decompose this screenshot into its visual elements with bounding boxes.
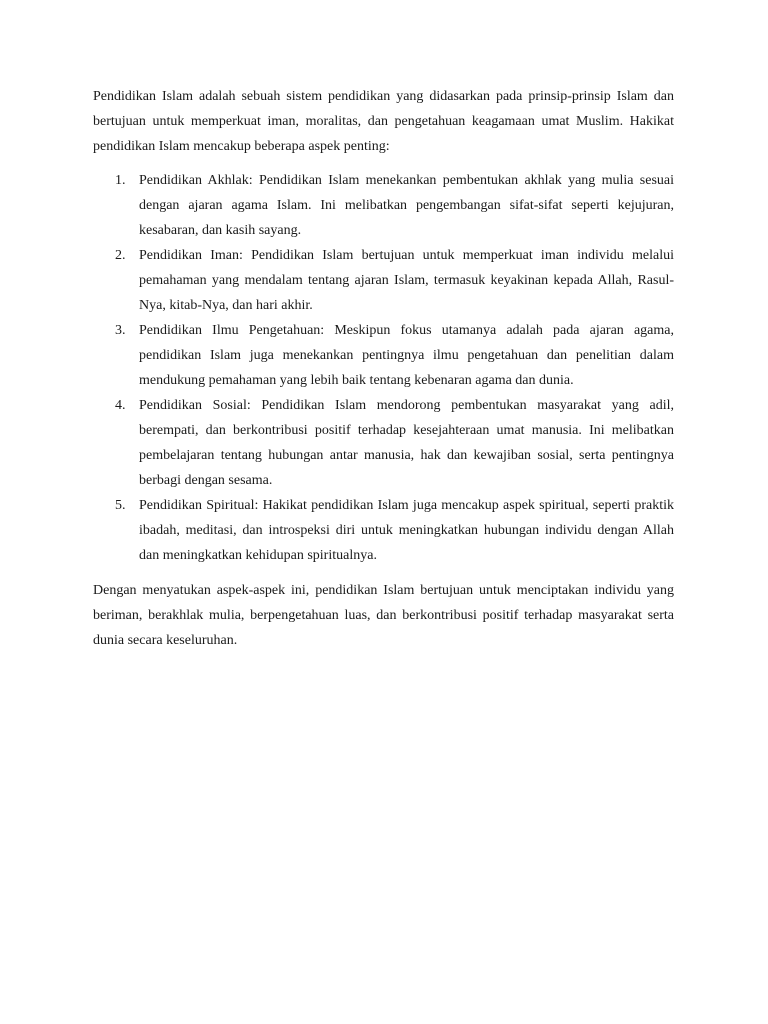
list-item bbox=[93, 493, 674, 568]
list-item bbox=[93, 243, 674, 318]
document-body bbox=[93, 84, 674, 653]
list-item-number: 1. bbox=[115, 173, 126, 188]
list-item bbox=[93, 393, 674, 493]
conclusion-paragraph: Dengan menyatukan aspek-aspek ini, pendidikan Islam bertujuan untuk menciptakan individu yang beriman, berakhlak mulia, berpengetahuan luas, dan berkontribusi positif terhadap masyarakat serta dunia secara keseluruhan. bbox=[93, 583, 674, 648]
aspect-list bbox=[93, 168, 674, 568]
list-item-text: Pendidikan Ilmu Pengetahuan: Meskipun fokus utamanya adalah pada ajaran agama, pendidikan Islam juga menekankan pentingnya ilmu pengetahuan dan penelitian dalam mendukung pemahaman yang lebih baik tentang kebenaran agama dan dunia. bbox=[139, 323, 674, 388]
list-item-text: Pendidikan Akhlak: Pendidikan Islam menekankan pembentukan akhlak yang mulia sesuai dengan ajaran agama Islam. Ini melibatkan pengembangan sifat-sifat seperti kejujuran, kesabaran, dan kasih sayang. bbox=[139, 173, 674, 238]
list-item-number: 2. bbox=[115, 248, 126, 263]
list-item bbox=[93, 318, 674, 393]
list-item-text: Pendidikan Iman: Pendidikan Islam bertujuan untuk memperkuat iman individu melalui pemahaman yang mendalam tentang ajaran Islam, termasuk keyakinan kepada Allah, Rasul-Nya, kitab-Nya, dan hari akhir. bbox=[139, 248, 674, 313]
list-item bbox=[93, 168, 674, 243]
list-item-text: Pendidikan Sosial: Pendidikan Islam mendorong pembentukan masyarakat yang adil, berempati, dan berkontribusi positif terhadap kesejahteraan umat manusia. Ini melibatkan pembelajaran tentang hubungan antar manusia, hak dan kewajiban sosial, serta pentingnya berbagi dengan sesama. bbox=[139, 398, 674, 488]
list-item-number: 4. bbox=[115, 398, 126, 413]
list-item-text: Pendidikan Spiritual: Hakikat pendidikan Islam juga mencakup aspek spiritual, seperti praktik ibadah, meditasi, dan introspeksi diri untuk meningkatkan hubungan individu dengan Allah dan meningkatkan kehidupan spiritualnya. bbox=[139, 498, 674, 563]
list-item-number: 3. bbox=[115, 323, 126, 338]
list-item-number: 5. bbox=[115, 498, 126, 513]
intro-paragraph: Pendidikan Islam adalah sebuah sistem pendidikan yang didasarkan pada prinsip-prinsip Islam dan bertujuan untuk memperkuat iman, moralitas, dan pengetahuan keagamaan umat Muslim. Hakikat pendidikan Islam mencakup beberapa aspek penting: bbox=[93, 89, 674, 154]
